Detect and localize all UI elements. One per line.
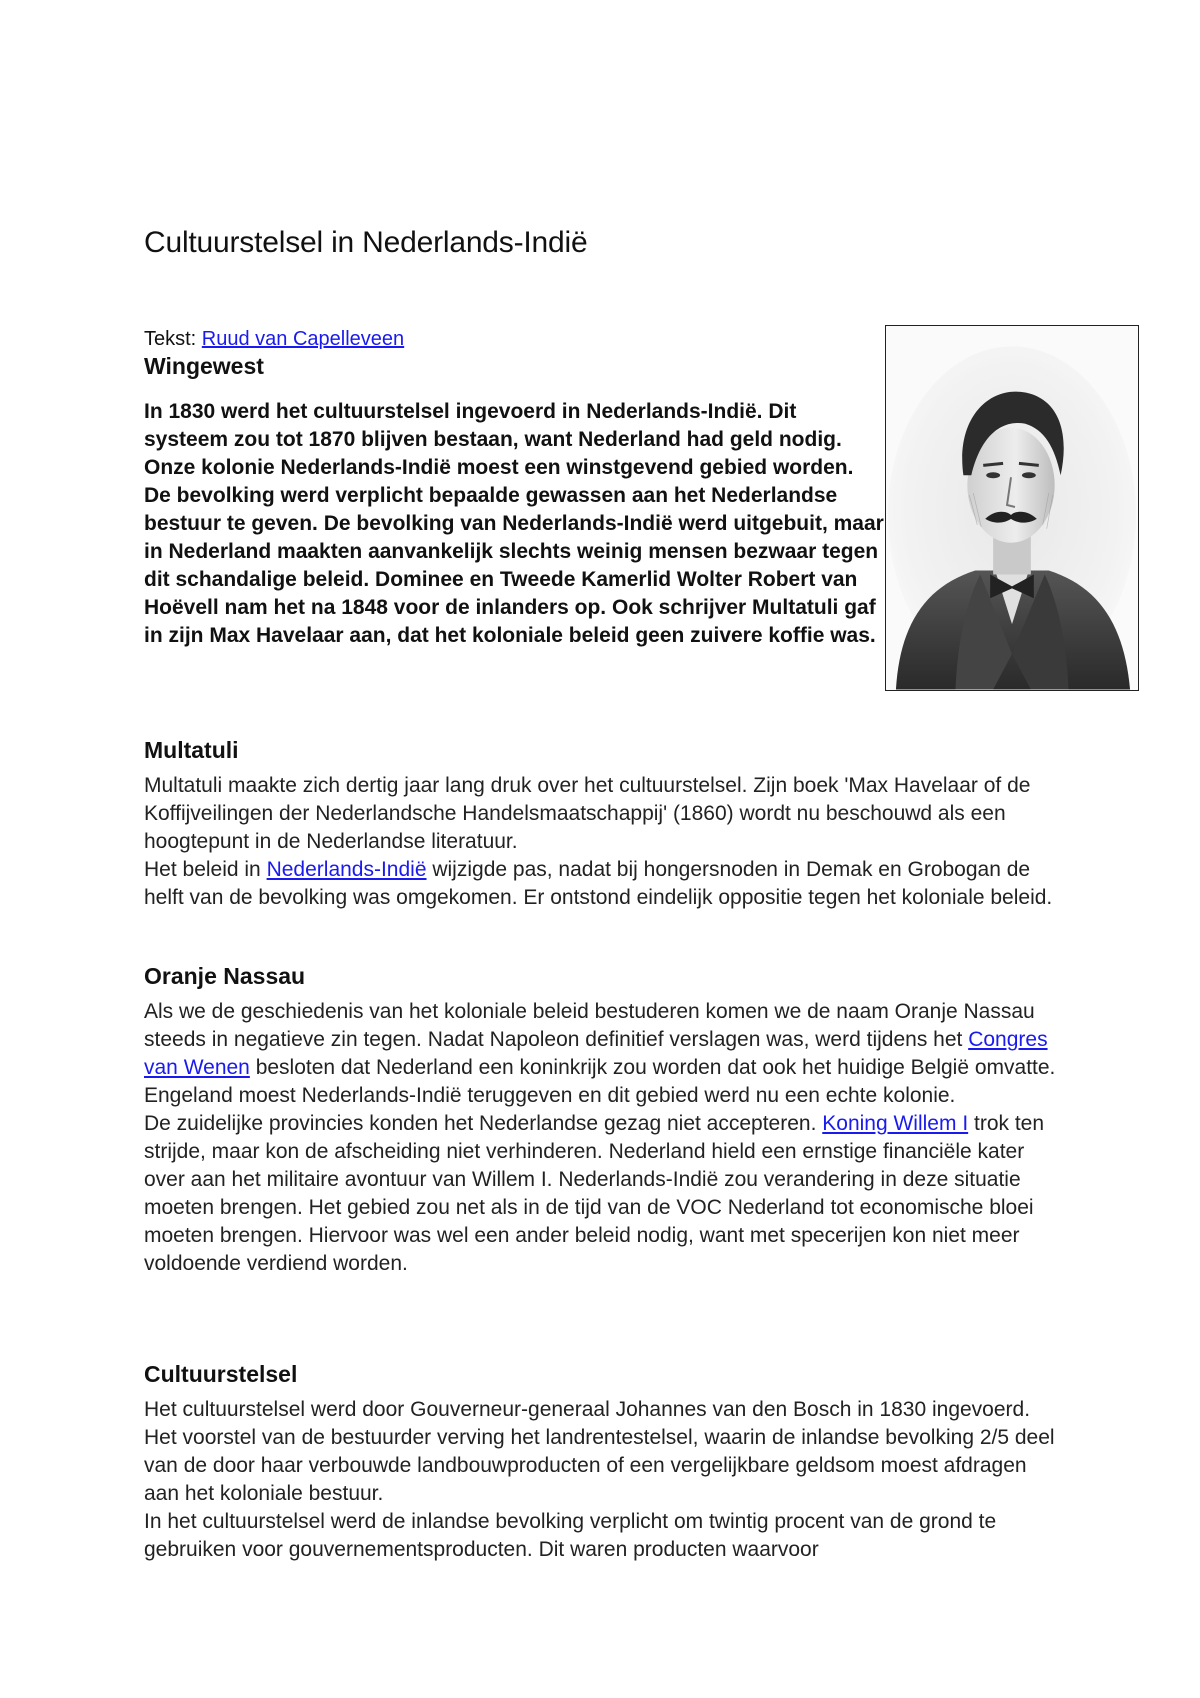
text-run: De zuidelijke provincies konden het Nederlandse gezag niet accepteren.: [144, 1112, 823, 1135]
paragraph: [144, 1110, 1064, 1278]
paragraph: In het cultuurstelsel werd de inlandse bevolking verplicht om twintig procent van de grond te gebruiken voor gouvernementsproducten. Dit waren producten waarvoor: [144, 1510, 997, 1561]
byline: [144, 328, 404, 351]
section-cultuurstelsel: [144, 1360, 1064, 1564]
paragraph: Multatuli maakte zich dertig jaar lang druk over het cultuurstelsel. Zijn boek 'Max Havelaar of de Koffijveilingen der Nederlandsche Handelsmaatschappij' (1860) wordt nu beschouwd als een hoogtepunt in de Nederlandse literatuur.: [144, 774, 1031, 853]
section-multatuli: [144, 736, 1064, 912]
nederlands-indie-link[interactable]: Nederlands-Indië: [266, 858, 427, 881]
section-heading: Wingewest: [144, 353, 264, 379]
paragraph: Het cultuurstelsel werd door Gouverneur-generaal Johannes van den Bosch in 1830 ingevoerd. Het voorstel van de bestuurder verving het landrentestelsel, waarin de inlandse bevolking 2/5 deel van de door haar verbouwde landbouwproducten of een vergelijkbare geldsom moest afdragen aan het koloniale bestuur.: [144, 1398, 1055, 1505]
page-title: Cultuurstelsel in Nederlands-Indië: [144, 226, 588, 259]
text-run: besloten dat Nederland een koninkrijk zou worden dat ook het huidige België omvatte. Engeland moest Nederlands-Indië teruggeven en dit gebied werd nu een echte kolonie.: [144, 1056, 1056, 1107]
author-link[interactable]: Ruud van Capelleveen: [201, 328, 405, 350]
paragraph: [144, 998, 1064, 1110]
section-wingewest: [144, 352, 884, 650]
text-run: wijzigde pas, nadat bij hongersnoden in Demak en Grobogan de helft van de bevolking was omgekomen. Er ontstond eindelijk oppositie tegen het koloniale beleid.: [144, 858, 1053, 909]
section-heading: Multatuli: [144, 737, 239, 763]
text-run: trok ten strijde, maar kon de afscheiding niet verhinderen. Nederland hield een ernstige financiële kater over aan het militaire avontuur van Willem I. Nederlands-Indië zou verandering in deze situatie moeten brengen. Het gebied zou net als in de tijd van de VOC Nederland tot economische bloei moeten brengen. Hiervoor was wel een ander beleid nodig, want met specerijen kon niet meer voldoende verdiend worden.: [144, 1112, 1045, 1275]
congres-van-wenen-link[interactable]: Congres van Wenen: [144, 1028, 1048, 1079]
section-heading: Cultuurstelsel: [144, 1361, 298, 1387]
byline-prefix: Tekst:: [144, 328, 202, 350]
portrait-image: [885, 325, 1139, 691]
section-intro-text: In 1830 werd het cultuurstelsel ingevoerd in Nederlands-Indië. Dit systeem zou tot 1870 blijven bestaan, want Nederland had geld nodig. Onze kolonie Nederlands-Indië moest een winstgevend gebied worden. De bevolking werd verplicht bepaalde gewassen aan het Nederlandse bestuur te geven. De bevolking van Nederlands-Indië werd uitgebuit, maar in Nederland maakten aanvankelijk slechts weinig mensen bezwaar tegen dit schandalige beleid. Dominee en Tweede Kamerlid Wolter Robert van Hoëvell nam het na 1848 voor de inlanders op. Ook schrijver Multatuli gaf in zijn Max Havelaar aan, dat het koloniale beleid geen zuivere koffie was.: [144, 400, 884, 647]
text-run: Het beleid in: [144, 858, 267, 881]
section-heading: Oranje Nassau: [144, 963, 306, 989]
koning-willem-link[interactable]: Koning Willem I: [822, 1112, 969, 1135]
portrait-engraving-icon: [886, 326, 1138, 690]
text-run: Als we de geschiedenis van het koloniale beleid bestuderen komen we de naam Oranje Nassau steeds in negatieve zin tegen. Nadat Napoleon definitief verslagen was, werd tijdens het: [144, 1000, 1035, 1051]
paragraph: [144, 856, 1064, 912]
section-oranje-nassau: [144, 962, 1064, 1278]
